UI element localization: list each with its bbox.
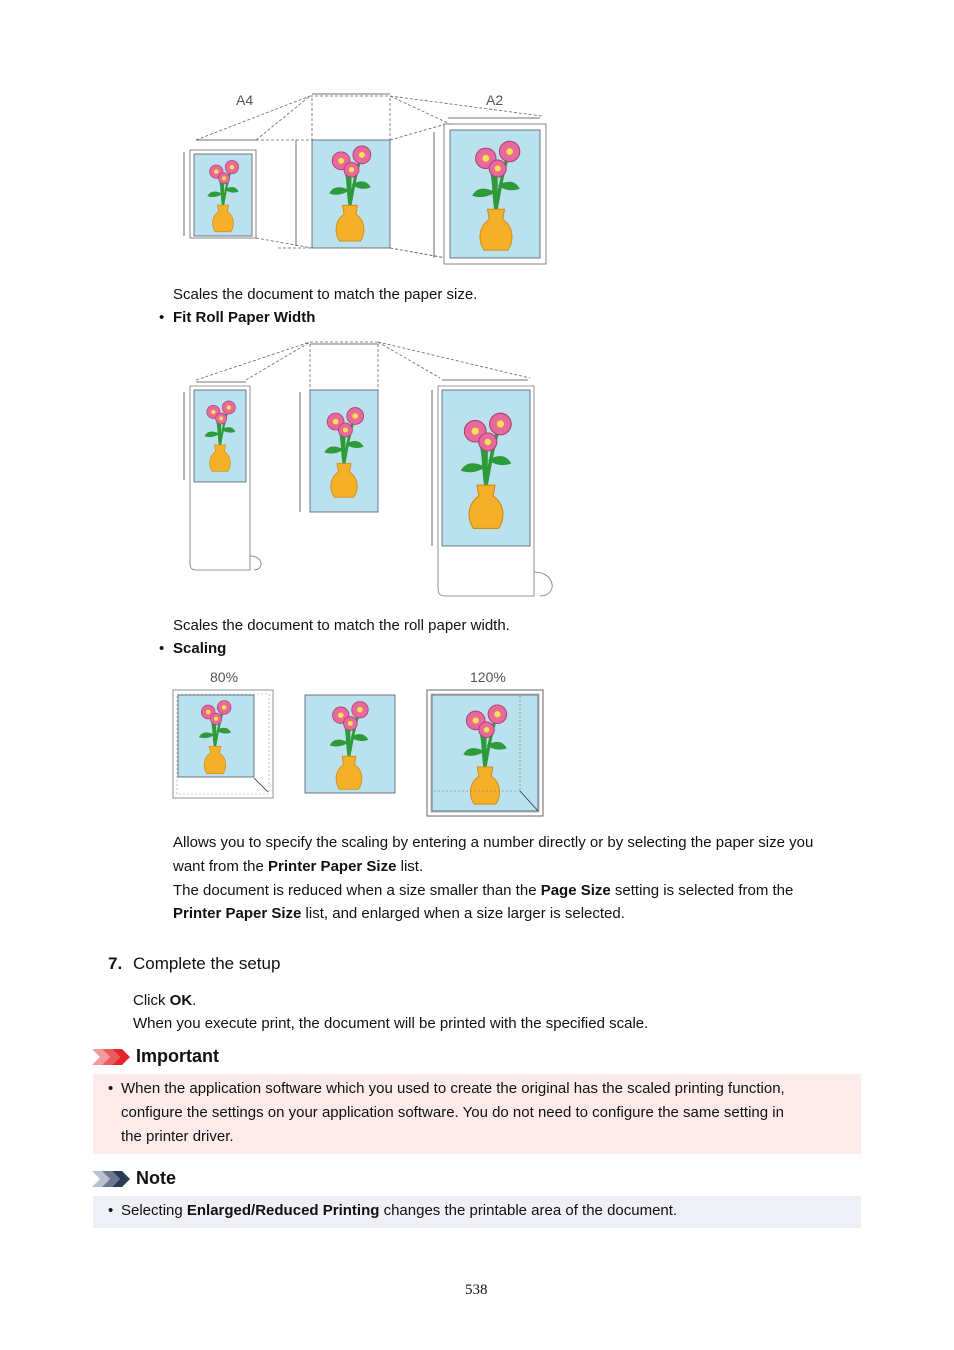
figure-label-80: 80% (210, 669, 239, 685)
figure-label-120: 120% (470, 669, 506, 685)
bullet-dot: • (108, 1202, 114, 1219)
step-7-title: Complete the setup (133, 954, 281, 973)
text: The document is reduced when a size smaller than the (173, 882, 541, 899)
note-heading: Note (136, 1168, 176, 1188)
scaling-description-line3 (173, 879, 793, 903)
note-line (121, 1199, 677, 1223)
setting-name: Enlarged/Reduced Printing (186, 1202, 380, 1219)
setting-name: Page Size (540, 882, 611, 899)
scaling-description-line1: Allows you to specify the scaling by entering a number directly or by selecting the paper size you (173, 834, 814, 851)
scaling-description-line4 (173, 902, 625, 926)
bullet-dot: • (108, 1080, 114, 1097)
step-7-line2: When you execute print, the document will be printed with the specified scale. (133, 1015, 649, 1032)
fit-roll-drawing (170, 338, 570, 603)
important-line3: the printer driver. (121, 1128, 234, 1145)
text: setting is selected from the (610, 882, 794, 899)
important-icon (92, 1049, 132, 1065)
text: . (192, 992, 197, 1009)
scaling-drawing (170, 666, 550, 826)
fit-roll-caption: Scales the document to match the roll paper width. (173, 617, 510, 634)
page-number: 538 (465, 1282, 488, 1298)
bullet-dot: • (159, 309, 165, 326)
step-7-number: 7. (108, 954, 123, 973)
important-line1: When the application software which you used to create the original has the scaled printing function, (121, 1080, 785, 1097)
important-line2: configure the settings on your application software. You do not need to configure the same setting in (121, 1104, 784, 1121)
setting-name: Printer Paper Size (268, 858, 397, 875)
setting-name: Printer Paper Size (173, 905, 302, 922)
step-7-line1 (133, 989, 196, 1013)
text: list, and enlarged when a size larger is selected. (301, 905, 625, 922)
text: Click (133, 992, 170, 1009)
fit-roll-figure (170, 338, 570, 603)
text: Selecting (121, 1202, 187, 1219)
ok-label: OK (169, 992, 193, 1009)
figure-label-a2: A2 (486, 92, 504, 108)
text: want from the (173, 858, 269, 875)
fit-to-page-figure (170, 88, 560, 273)
scaling-heading: Scaling (173, 640, 227, 657)
scaling-figure (170, 666, 550, 826)
figure-label-a4: A4 (236, 92, 254, 108)
text: list. (396, 858, 424, 875)
fit-to-page-drawing (170, 88, 560, 273)
note-icon (92, 1171, 132, 1187)
scaling-description-line2 (173, 855, 423, 879)
fit-page-caption: Scales the document to match the paper size. (173, 286, 478, 303)
fit-roll-heading: Fit Roll Paper Width (173, 309, 316, 326)
text: changes the printable area of the document. (379, 1202, 678, 1219)
important-heading: Important (136, 1046, 219, 1066)
bullet-dot: • (159, 640, 165, 657)
